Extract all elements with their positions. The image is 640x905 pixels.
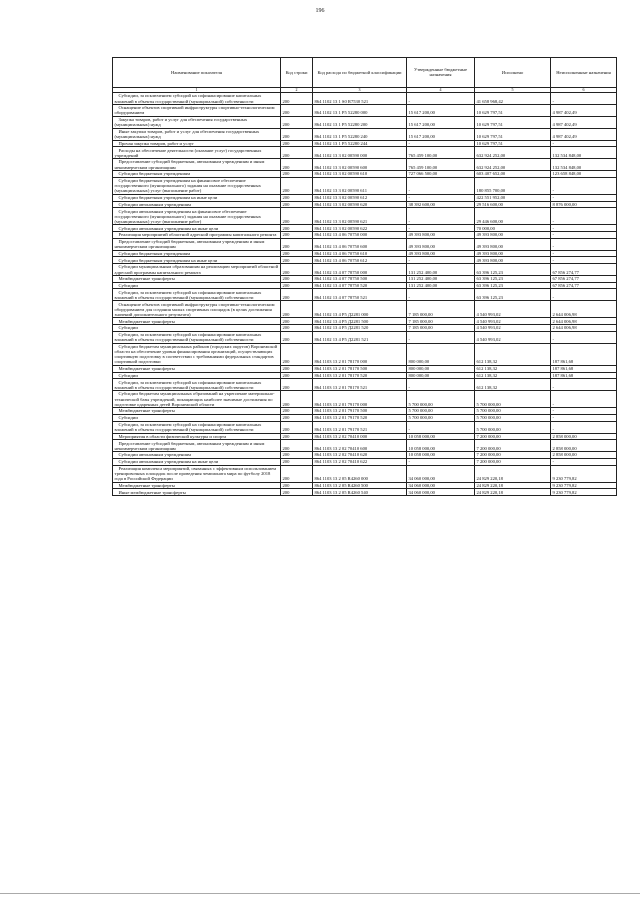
row-unexecuted: - <box>551 250 617 257</box>
row-unexecuted: - <box>551 177 617 194</box>
row-budget-code: 864 1102 13 3 02 00590 612 <box>313 194 407 201</box>
row-approved: 15 617 200,00 <box>407 104 475 116</box>
row-line-code: 200 <box>281 225 313 232</box>
row-approved: 727 066 500,00 <box>407 171 475 178</box>
row-budget-code: 864 1102 13 4 06 70750 610 <box>313 250 407 257</box>
row-indicator-name: Субсидии муниципальным образованиям на реализацию мероприятий областной адресной программы капитального ремонта <box>113 264 281 276</box>
row-executed: 63 396 125,23 <box>475 275 551 282</box>
row-budget-code: 864 1102 13 4 07 78750 521 <box>313 289 407 301</box>
row-line-code: 200 <box>281 391 313 408</box>
row-approved: 15 617 200,00 <box>407 128 475 140</box>
row-approved: 10 058 000,00 <box>407 452 475 459</box>
row-line-code: 200 <box>281 275 313 282</box>
row-line-code: 200 <box>281 325 313 332</box>
table-row <box>113 225 617 232</box>
row-unexecuted: 2 858 000,00 <box>551 452 617 459</box>
column-index: 1 <box>113 87 281 92</box>
row-unexecuted: 67 856 274,77 <box>551 264 617 276</box>
row-executed: 4 540 993,02 <box>475 325 551 332</box>
table-row <box>113 482 617 489</box>
row-line-code: 200 <box>281 104 313 116</box>
row-unexecuted: - <box>551 257 617 264</box>
row-executed: 49 393 800,00 <box>475 238 551 250</box>
page-number: 196 <box>315 8 325 14</box>
column-index: 2 <box>281 87 313 92</box>
row-approved: - <box>407 177 475 194</box>
row-indicator-name: Прочая закупка товаров, работ и услуг <box>113 140 281 147</box>
row-unexecuted: 4 987 402,49 <box>551 128 617 140</box>
row-executed: 10 629 797,51 <box>475 140 551 147</box>
row-budget-code: 864 1103 13 2 01 78170 520 <box>313 372 407 379</box>
row-approved: 7 185 000,00 <box>407 318 475 325</box>
row-executed: 24 829 220,18 <box>475 465 551 482</box>
table-row <box>113 238 617 250</box>
table-row <box>113 104 617 116</box>
row-budget-code: 864 1103 13 2 01 79170 520 <box>313 414 407 421</box>
row-executed: 4 540 993,02 <box>475 301 551 318</box>
row-unexecuted: 8 876 000,00 <box>551 201 617 208</box>
row-executed: 63 396 125,23 <box>475 264 551 276</box>
row-executed: 5 700 000,00 <box>475 414 551 421</box>
table-row <box>113 201 617 208</box>
row-approved: 131 252 400,00 <box>407 282 475 289</box>
row-indicator-name: Субсидии бюджетным учреждениям <box>113 171 281 178</box>
table-row <box>113 282 617 289</box>
row-approved: 5 700 000,00 <box>407 391 475 408</box>
row-indicator-name: Межбюджетные трансферты <box>113 408 281 415</box>
row-approved: 765 459 100,00 <box>407 147 475 159</box>
row-budget-code: 864 1102 13 4 P5 Д2281 521 <box>313 331 407 343</box>
row-approved: 800 000,00 <box>407 372 475 379</box>
row-executed: 10 629 797,51 <box>475 116 551 128</box>
row-budget-code: 864 1102 13 1 P5 52280 000 <box>313 104 407 116</box>
row-budget-code: 864 1103 13 2 02 70410 620 <box>313 452 407 459</box>
row-line-code: 200 <box>281 282 313 289</box>
row-budget-code: 864 1102 13 1 P5 52280 240 <box>313 128 407 140</box>
row-executed: 612 138,32 <box>475 343 551 365</box>
row-budget-code: 864 1103 13 2 01 79170 000 <box>313 391 407 408</box>
row-approved: 10 058 000,00 <box>407 433 475 440</box>
row-executed: 70 000,00 <box>475 225 551 232</box>
table-row <box>113 250 617 257</box>
row-indicator-name: Субсидии, за исключением субсидий на софинансирование капитальных вложений в объекты государственной (муниципальной) собственности <box>113 421 281 433</box>
table-row <box>113 264 617 276</box>
row-executed: 612 138,32 <box>475 372 551 379</box>
row-budget-code: 864 1102 13 1 P5 52280 244 <box>313 140 407 147</box>
row-unexecuted: - <box>551 232 617 239</box>
row-unexecuted: 9 230 779,82 <box>551 489 617 496</box>
table-body <box>113 93 617 496</box>
row-line-code: 200 <box>281 116 313 128</box>
row-executed: 10 629 797,51 <box>475 104 551 116</box>
row-budget-code: 864 1103 13 2 01 79170 500 <box>313 408 407 415</box>
table-row <box>113 331 617 343</box>
row-line-code: 200 <box>281 301 313 318</box>
row-budget-code: 864 1102 13 3 02 00590 611 <box>313 177 407 194</box>
table-row <box>113 408 617 415</box>
row-executed: 49 393 800,00 <box>475 250 551 257</box>
row-indicator-name: Субсидии бюджетам муниципальных районов (городских округов) Воронежской области на обеспечение уровня финансирования организаций, осуществляющих спортивную подготовку в соответствии с требованиями федеральных стандартов спортивной подготовки <box>113 343 281 365</box>
column-index: 4 <box>407 87 475 92</box>
row-approved: 15 617 200,00 <box>407 116 475 128</box>
row-indicator-name: Субсидии автономным учреждениям на иные цели <box>113 225 281 232</box>
row-budget-code: 864 1102 13 4 06 70750 600 <box>313 238 407 250</box>
row-approved: - <box>407 208 475 225</box>
table-row <box>113 147 617 159</box>
row-unexecuted: - <box>551 208 617 225</box>
row-unexecuted: - <box>551 289 617 301</box>
row-unexecuted: 132 534 848,00 <box>551 147 617 159</box>
row-unexecuted: 123 658 848,00 <box>551 171 617 178</box>
row-executed: 49 393 800,00 <box>475 257 551 264</box>
row-line-code: 200 <box>281 257 313 264</box>
row-line-code: 200 <box>281 201 313 208</box>
table-row <box>113 289 617 301</box>
row-line-code: 200 <box>281 458 313 465</box>
row-indicator-name: Межбюджетные трансферты <box>113 275 281 282</box>
row-executed: 24 829 220,18 <box>475 489 551 496</box>
row-line-code: 200 <box>281 93 313 105</box>
row-line-code: 200 <box>281 238 313 250</box>
row-approved: 131 252 400,00 <box>407 264 475 276</box>
row-indicator-name: Субсидии, за исключением субсидий на софинансирование капитальных вложений в объекты государственной (муниципальной) собственности <box>113 93 281 105</box>
row-budget-code: 864 1102 13 4 07 78750 520 <box>313 282 407 289</box>
row-line-code: 200 <box>281 414 313 421</box>
table-row <box>113 171 617 178</box>
row-executed: 63 396 125,23 <box>475 282 551 289</box>
row-line-code: 200 <box>281 365 313 372</box>
header-executed: Исполнено <box>475 58 551 88</box>
row-indicator-name: Субсидии <box>113 325 281 332</box>
row-line-code: 200 <box>281 452 313 459</box>
row-indicator-name: Иные межбюджетные трансферты <box>113 489 281 496</box>
row-indicator-name: Субсидии бюджетным учреждениям на финансовое обеспечение государственного (муниципального) задания на оказание государственных (муниципальных) услуг (выполнение работ) <box>113 177 281 194</box>
row-unexecuted: 187 861,68 <box>551 343 617 365</box>
row-indicator-name: Межбюджетные трансферты <box>113 482 281 489</box>
row-executed: 612 138,32 <box>475 379 551 391</box>
row-indicator-name: Оснащение объектов спортивной инфраструктуры спортивно-технологическим оборудованием <box>113 104 281 116</box>
table-row <box>113 440 617 452</box>
row-unexecuted: - <box>551 391 617 408</box>
row-line-code: 200 <box>281 433 313 440</box>
row-unexecuted: 2 644 006,98 <box>551 325 617 332</box>
row-budget-code: 864 1102 13 3 02 00590 621 <box>313 208 407 225</box>
table-row <box>113 301 617 318</box>
row-indicator-name: Субсидии автономным учреждениям на финансовое обеспечение государственного (муниципального) задания на оказание государственных (муниципальных) услуг (выполнение работ) <box>113 208 281 225</box>
row-indicator-name: Субсидии, за исключением субсидий на софинансирование капитальных вложений в объекты государственной (муниципальной) собственности <box>113 331 281 343</box>
row-indicator-name: Реализация комплекса мероприятий, связанных с эффективным использованием тренировочных площадок после проведения чемпионата мира по футболу 2018 года в Российской Федерации <box>113 465 281 482</box>
row-executed: 7 200 000,00 <box>475 458 551 465</box>
table-row <box>113 159 617 171</box>
row-approved: 49 393 800,00 <box>407 238 475 250</box>
row-indicator-name: Субсидии бюджетам муниципальных образований на укрепление материально-технической базы учреждений, покащающих наиболее значимые достижения по подготовке одаренных детей Воронежской области <box>113 391 281 408</box>
row-executed: 7 200 000,00 <box>475 440 551 452</box>
row-line-code: 200 <box>281 264 313 276</box>
row-approved: 10 058 000,00 <box>407 440 475 452</box>
row-line-code: 200 <box>281 194 313 201</box>
row-budget-code: 864 1102 13 3 02 00590 622 <box>313 225 407 232</box>
row-budget-code: 864 1102 13 3 02 00590 620 <box>313 201 407 208</box>
row-unexecuted: 2 858 000,00 <box>551 440 617 452</box>
row-unexecuted: - <box>551 414 617 421</box>
row-executed: 49 393 800,00 <box>475 232 551 239</box>
row-budget-code: 864 1102 13 4 P5 Д2281 000 <box>313 301 407 318</box>
row-unexecuted: 67 856 274,77 <box>551 282 617 289</box>
row-executed: 612 138,32 <box>475 365 551 372</box>
row-indicator-name: Субсидии бюджетным учреждениям на иные цели <box>113 194 281 201</box>
row-executed: 4 540 993,02 <box>475 318 551 325</box>
row-indicator-name: Оснащение объектов спортивной инфраструктуры спортивно-технологическим оборудованием для создания малых спортивных площадок (в целях достижения значений дополнительного результата) <box>113 301 281 318</box>
row-budget-code: 864 1103 13 2 01 78170 521 <box>313 379 407 391</box>
row-budget-code: 864 1103 13 2 01 78170 000 <box>313 343 407 365</box>
column-index: 5 <box>475 87 551 92</box>
row-line-code: 200 <box>281 289 313 301</box>
row-budget-code: 864 1103 13 2 05 R4260 000 <box>313 465 407 482</box>
table-row <box>113 208 617 225</box>
row-unexecuted: - <box>551 421 617 433</box>
row-unexecuted: 4 987 402,49 <box>551 116 617 128</box>
row-budget-code: 864 1102 13 1 P5 52280 200 <box>313 116 407 128</box>
column-index: 6 <box>551 87 617 92</box>
row-line-code: 200 <box>281 140 313 147</box>
table-row <box>113 365 617 372</box>
row-line-code: 200 <box>281 331 313 343</box>
row-indicator-name: Субсидии автономным учреждениям <box>113 452 281 459</box>
row-approved: - <box>407 379 475 391</box>
row-line-code: 200 <box>281 159 313 171</box>
row-approved: - <box>407 140 475 147</box>
row-executed: 603 407 652,00 <box>475 171 551 178</box>
column-index: 3 <box>313 87 407 92</box>
row-approved: 49 393 800,00 <box>407 250 475 257</box>
row-unexecuted: 67 856 274,77 <box>551 275 617 282</box>
row-indicator-name: Субсидии <box>113 414 281 421</box>
row-approved: 38 392 600,00 <box>407 201 475 208</box>
row-line-code: 200 <box>281 128 313 140</box>
table-row <box>113 325 617 332</box>
row-budget-code: 864 1102 13 4 P5 Д2281 500 <box>313 318 407 325</box>
table-row <box>113 116 617 128</box>
row-approved: 7 185 000,00 <box>407 325 475 332</box>
row-unexecuted: - <box>551 194 617 201</box>
row-indicator-name: Межбюджетные трансферты <box>113 365 281 372</box>
header-line-code: Код строки <box>281 58 313 88</box>
row-budget-code: 864 1103 13 2 02 70410 600 <box>313 440 407 452</box>
header-indicator-name: Наименование показателя <box>113 58 281 88</box>
row-budget-code: 864 1102 13 3 02 00590 610 <box>313 171 407 178</box>
row-line-code: 200 <box>281 421 313 433</box>
row-unexecuted: 2 644 006,98 <box>551 301 617 318</box>
row-approved: - <box>407 289 475 301</box>
row-unexecuted: 2 858 000,00 <box>551 433 617 440</box>
row-budget-code: 864 1102 13 3 02 00590 000 <box>313 147 407 159</box>
row-unexecuted: 2 644 006,98 <box>551 318 617 325</box>
table-row <box>113 257 617 264</box>
row-indicator-name: Закупка товаров, работ и услуг для обеспечения государственных (муниципальных) нужд <box>113 116 281 128</box>
header-budget-code: Код расхода по бюджетной классификации <box>313 58 407 88</box>
row-approved: - <box>407 93 475 105</box>
row-approved: 800 000,00 <box>407 343 475 365</box>
row-budget-code: 864 1102 13 4 07 78750 500 <box>313 275 407 282</box>
row-unexecuted: - <box>551 379 617 391</box>
row-line-code: 200 <box>281 147 313 159</box>
row-executed: 5 700 000,00 <box>475 391 551 408</box>
row-executed: 7 200 000,00 <box>475 452 551 459</box>
row-line-code: 200 <box>281 208 313 225</box>
row-indicator-name: Субсидии бюджетным учреждениям на иные цели <box>113 257 281 264</box>
row-unexecuted: - <box>551 238 617 250</box>
row-approved: 131 252 400,00 <box>407 275 475 282</box>
row-approved: - <box>407 421 475 433</box>
page-bottom-rule <box>0 893 640 894</box>
row-approved: - <box>407 225 475 232</box>
table-row <box>113 177 617 194</box>
row-executed: 180 855 700,00 <box>475 177 551 194</box>
row-unexecuted: - <box>551 225 617 232</box>
row-line-code: 200 <box>281 250 313 257</box>
row-unexecuted: - <box>551 93 617 105</box>
row-unexecuted: 132 534 848,00 <box>551 159 617 171</box>
row-approved: 7 185 000,00 <box>407 301 475 318</box>
row-unexecuted: 9 230 779,82 <box>551 482 617 489</box>
row-budget-code: 864 1102 13 1 S0 R7530 521 <box>313 93 407 105</box>
row-approved: 34 060 000,00 <box>407 465 475 482</box>
row-indicator-name: Субсидии <box>113 372 281 379</box>
row-executed: 632 924 252,00 <box>475 147 551 159</box>
row-unexecuted: 4 987 402,49 <box>551 104 617 116</box>
row-executed: 63 396 125,23 <box>475 289 551 301</box>
row-executed: 5 700 000,00 <box>475 421 551 433</box>
row-budget-code: 864 1103 13 2 02 70410 622 <box>313 458 407 465</box>
row-indicator-name: Мероприятия в области физической культуры и спорта <box>113 433 281 440</box>
row-line-code: 200 <box>281 440 313 452</box>
table-row <box>113 458 617 465</box>
table-row <box>113 140 617 147</box>
row-indicator-name: Реализация мероприятий областной адресной программы капитального ремонта <box>113 232 281 239</box>
row-budget-code: 864 1102 13 4 06 70750 000 <box>313 232 407 239</box>
table-row <box>113 275 617 282</box>
table-row <box>113 465 617 482</box>
table-row <box>113 421 617 433</box>
row-indicator-name: Субсидии автономным учреждениям <box>113 201 281 208</box>
row-executed: 10 629 797,51 <box>475 128 551 140</box>
row-unexecuted: 187 861,68 <box>551 365 617 372</box>
table-row <box>113 232 617 239</box>
row-line-code: 200 <box>281 318 313 325</box>
row-unexecuted: 9 230 779,82 <box>551 465 617 482</box>
table-row <box>113 379 617 391</box>
row-budget-code: 864 1103 13 2 01 78170 500 <box>313 365 407 372</box>
header-approved: Утвержденные бюджетные назначения <box>407 58 475 88</box>
row-approved: 34 060 000,00 <box>407 489 475 496</box>
row-unexecuted: - <box>551 331 617 343</box>
table-row <box>113 93 617 105</box>
row-indicator-name: Межбюджетные трансферты <box>113 318 281 325</box>
table-row <box>113 391 617 408</box>
row-indicator-name: Предоставление субсидий бюджетным, автономным учреждениям и иным некоммерческим организациям <box>113 238 281 250</box>
row-indicator-name: Субсидии <box>113 282 281 289</box>
row-approved: 5 700 000,00 <box>407 414 475 421</box>
table-header-row <box>113 58 617 88</box>
budget-execution-table <box>112 57 617 496</box>
row-line-code: 200 <box>281 177 313 194</box>
row-budget-code: 864 1103 13 2 02 70410 000 <box>313 433 407 440</box>
row-line-code: 200 <box>281 408 313 415</box>
row-indicator-name: Субсидии, за исключением субсидий на софинансирование капитальных вложений в объекты государственной (муниципальной) собственности <box>113 379 281 391</box>
row-indicator-name: Субсидии бюджетным учреждениям <box>113 250 281 257</box>
table-row <box>113 452 617 459</box>
table-row <box>113 489 617 496</box>
row-unexecuted: - <box>551 140 617 147</box>
row-unexecuted: - <box>551 408 617 415</box>
table-row <box>113 194 617 201</box>
row-unexecuted: 187 861,68 <box>551 372 617 379</box>
row-approved: 34 060 000,00 <box>407 482 475 489</box>
row-executed: 632 924 252,00 <box>475 159 551 171</box>
row-budget-code: 864 1102 13 4 07 78750 000 <box>313 264 407 276</box>
row-budget-code: 864 1102 13 3 02 00590 600 <box>313 159 407 171</box>
row-executed: 24 829 220,18 <box>475 482 551 489</box>
row-approved: 800 000,00 <box>407 365 475 372</box>
row-executed: 29 516 600,00 <box>475 201 551 208</box>
table-row <box>113 414 617 421</box>
row-line-code: 200 <box>281 372 313 379</box>
row-indicator-name: Иные закупки товаров, работ и услуг для обеспечения государственных (муниципальных) нужд <box>113 128 281 140</box>
row-line-code: 200 <box>281 465 313 482</box>
row-approved: 5 700 000,00 <box>407 408 475 415</box>
row-line-code: 200 <box>281 171 313 178</box>
row-indicator-name: Субсидии автономным учреждениям на иные цели <box>113 458 281 465</box>
row-executed: 29 446 600,00 <box>475 208 551 225</box>
row-indicator-name: Предоставление субсидий бюджетным, автономным учреждениям и иным некоммерческим организациям <box>113 440 281 452</box>
row-line-code: 200 <box>281 343 313 365</box>
row-budget-code: 864 1102 13 4 P5 Д2281 520 <box>313 325 407 332</box>
row-line-code: 200 <box>281 379 313 391</box>
table-row <box>113 372 617 379</box>
row-executed: 4 540 993,02 <box>475 331 551 343</box>
table-row <box>113 433 617 440</box>
row-approved: - <box>407 194 475 201</box>
table-row <box>113 343 617 365</box>
row-approved: - <box>407 458 475 465</box>
row-budget-code: 864 1103 13 2 05 R4260 500 <box>313 482 407 489</box>
header-unexecuted: Неисполненные назначения <box>551 58 617 88</box>
row-budget-code: 864 1103 13 2 01 79170 521 <box>313 421 407 433</box>
table-row <box>113 128 617 140</box>
row-executed: 5 700 000,00 <box>475 408 551 415</box>
row-line-code: 200 <box>281 482 313 489</box>
row-approved: 49 393 800,00 <box>407 232 475 239</box>
row-executed: 41 658 968,42 <box>475 93 551 105</box>
row-indicator-name: Предоставление субсидий бюджетным, автономным учреждениям и иным некоммерческим организациям <box>113 159 281 171</box>
row-budget-code: 864 1102 13 4 06 70750 612 <box>313 257 407 264</box>
row-budget-code: 864 1103 13 2 05 R4260 540 <box>313 489 407 496</box>
row-executed: 7 200 000,00 <box>475 433 551 440</box>
row-indicator-name: Расходы на обеспечение деятельности (оказание услуг) государственных учреждений <box>113 147 281 159</box>
table-row <box>113 318 617 325</box>
row-unexecuted: - <box>551 458 617 465</box>
row-executed: 422 551 952,00 <box>475 194 551 201</box>
row-line-code: 200 <box>281 489 313 496</box>
row-approved: - <box>407 257 475 264</box>
row-indicator-name: Субсидии, за исключением субсидий на софинансирование капитальных вложений в объекты государственной (муниципальной) собственности <box>113 289 281 301</box>
row-approved: - <box>407 331 475 343</box>
row-line-code: 200 <box>281 232 313 239</box>
row-approved: 765 459 100,00 <box>407 159 475 171</box>
